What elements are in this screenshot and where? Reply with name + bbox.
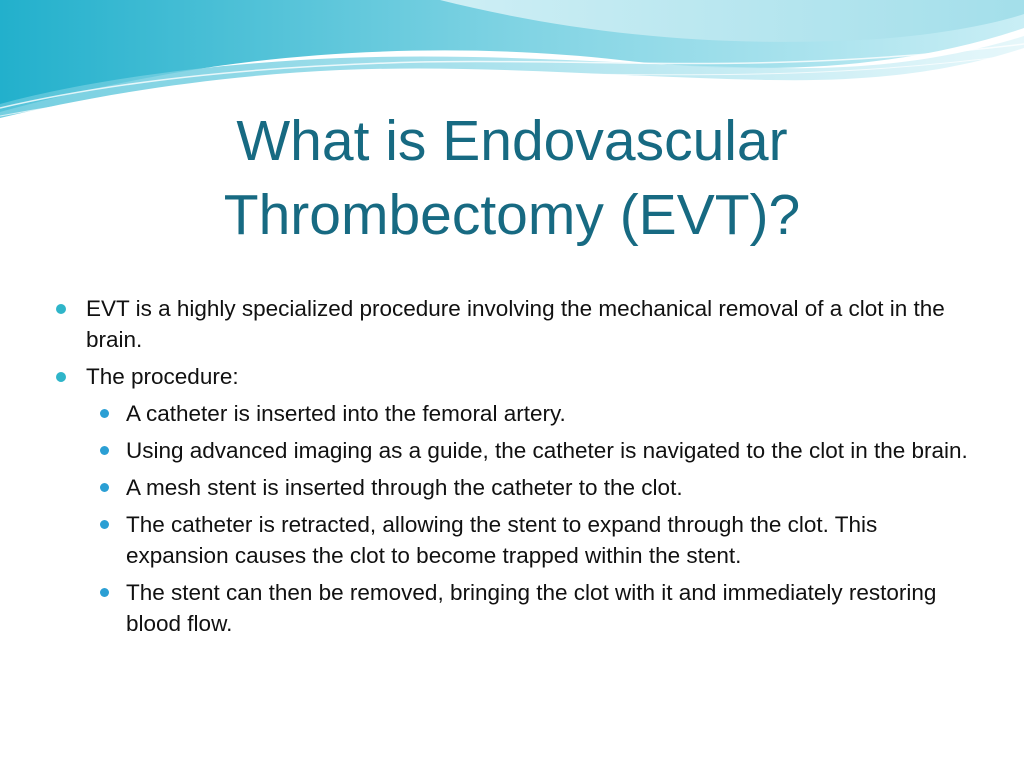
slide-title-line-2: Thrombectomy (EVT)?: [223, 183, 801, 247]
sub-bullet-item: [48, 577, 968, 639]
bullet-item: [48, 293, 968, 355]
bullet-dot-icon: [56, 304, 66, 314]
sub-bullet-dot-icon: [100, 520, 109, 529]
sub-bullet-item: [48, 435, 968, 466]
sub-bullet-text: A mesh stent is inserted through the catheter to the clot.: [126, 475, 683, 500]
sub-bullet-dot-icon: [100, 446, 109, 455]
slide-title-line-1: What is Endovascular: [236, 109, 788, 173]
sub-bullet-text: Using advanced imaging as a guide, the catheter is navigated to the clot in the brain.: [126, 438, 968, 463]
sub-bullet-text: The catheter is retracted, allowing the stent to expand through the clot. This expansion causes the clot to become trapped within the stent.: [126, 512, 878, 568]
sub-bullet-item: [48, 472, 968, 503]
sub-bullet-dot-icon: [100, 409, 109, 418]
sub-bullet-text: The stent can then be removed, bringing the clot with it and immediately restoring blood flow.: [126, 580, 937, 636]
sub-bullet-list: [48, 398, 968, 639]
slide-body: [48, 293, 968, 645]
bullet-list: [48, 293, 968, 392]
slide-title: [0, 104, 1024, 252]
sub-bullet-item: [48, 509, 968, 571]
bullet-dot-icon: [56, 372, 66, 382]
bullet-text: The procedure:: [86, 364, 239, 389]
sub-bullet-dot-icon: [100, 483, 109, 492]
bullet-item: [48, 361, 968, 392]
sub-bullet-dot-icon: [100, 588, 109, 597]
bullet-text: EVT is a highly specialized procedure involving the mechanical removal of a clot in the brain.: [86, 296, 945, 352]
sub-bullet-item: [48, 398, 968, 429]
sub-bullet-text: A catheter is inserted into the femoral artery.: [126, 401, 566, 426]
